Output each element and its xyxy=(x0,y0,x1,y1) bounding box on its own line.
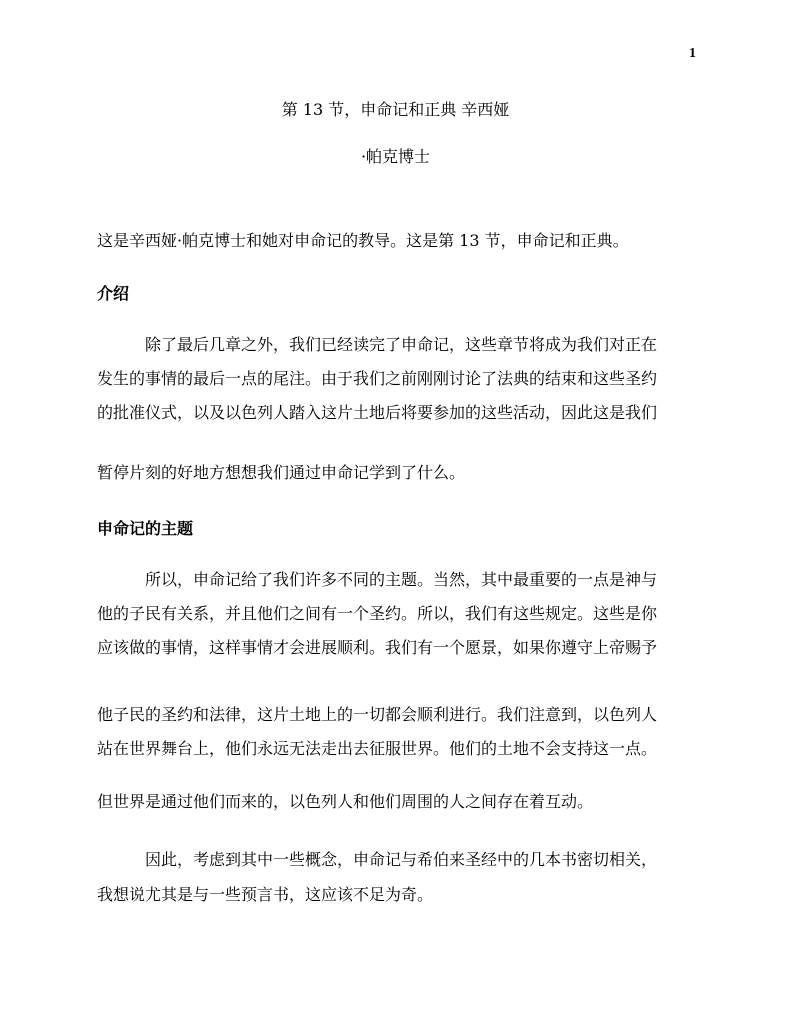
document-title-line-2: ·帕克博士 xyxy=(360,147,431,166)
paragraph-line: 暂停片刻的好地方想想我们通过申命记学到了什么。 xyxy=(97,463,466,482)
paragraph-line: 应该做的事情，这样事情才会进展顺利。我们有一个愿景，如果你遵守上帝赐予 xyxy=(97,638,658,657)
document-title-line-1: 第 13 节，申命记和正典 辛西娅 xyxy=(281,100,510,119)
paragraph-line: 他子民的圣约和法律，这片土地上的一切都会顺利进行。我们注意到，以色列人 xyxy=(97,705,658,724)
section-heading-themes: 申命记的主题 xyxy=(97,519,194,538)
paragraph-line: 发生的事情的最后一点的尾注。由于我们之前刚刚讨论了法典的结束和这些圣约 xyxy=(97,369,658,388)
intro-line: 这是辛西娅·帕克博士和她对申命记的教导。这是第 13 节，申命记和正典。 xyxy=(97,231,629,250)
paragraph-line: 除了最后几章之外，我们已经读完了申命记，这些章节将成为我们对正在 xyxy=(145,335,658,354)
paragraph-line: 我想说尤其是与一些预言书，这应该不足为奇。 xyxy=(97,885,434,904)
paragraph-line: 但世界是通过他们而来的，以色列人和他们周围的人之间存在着互动。 xyxy=(97,792,594,811)
section-heading-introduction: 介绍 xyxy=(97,284,130,303)
page-number: 1 xyxy=(689,46,696,61)
paragraph-line: 的批准仪式，以及以色列人踏入这片土地后将要参加的这些活动，因此这是我们 xyxy=(97,403,658,422)
paragraph-line: 他的子民有关系，并且他们之间有一个圣约。所以，我们有这些规定。这些是你 xyxy=(97,604,658,623)
paragraph-line: 站在世界舞台上，他们永远无法走出去征服世界。他们的土地不会支持这一点。 xyxy=(97,739,658,758)
paragraph-line: 所以，申命记给了我们许多不同的主题。当然，其中最重要的一点是神与 xyxy=(145,570,658,589)
paragraph-line: 因此，考虑到其中一些概念，申命记与希伯来圣经中的几本书密切相关， xyxy=(145,850,658,869)
